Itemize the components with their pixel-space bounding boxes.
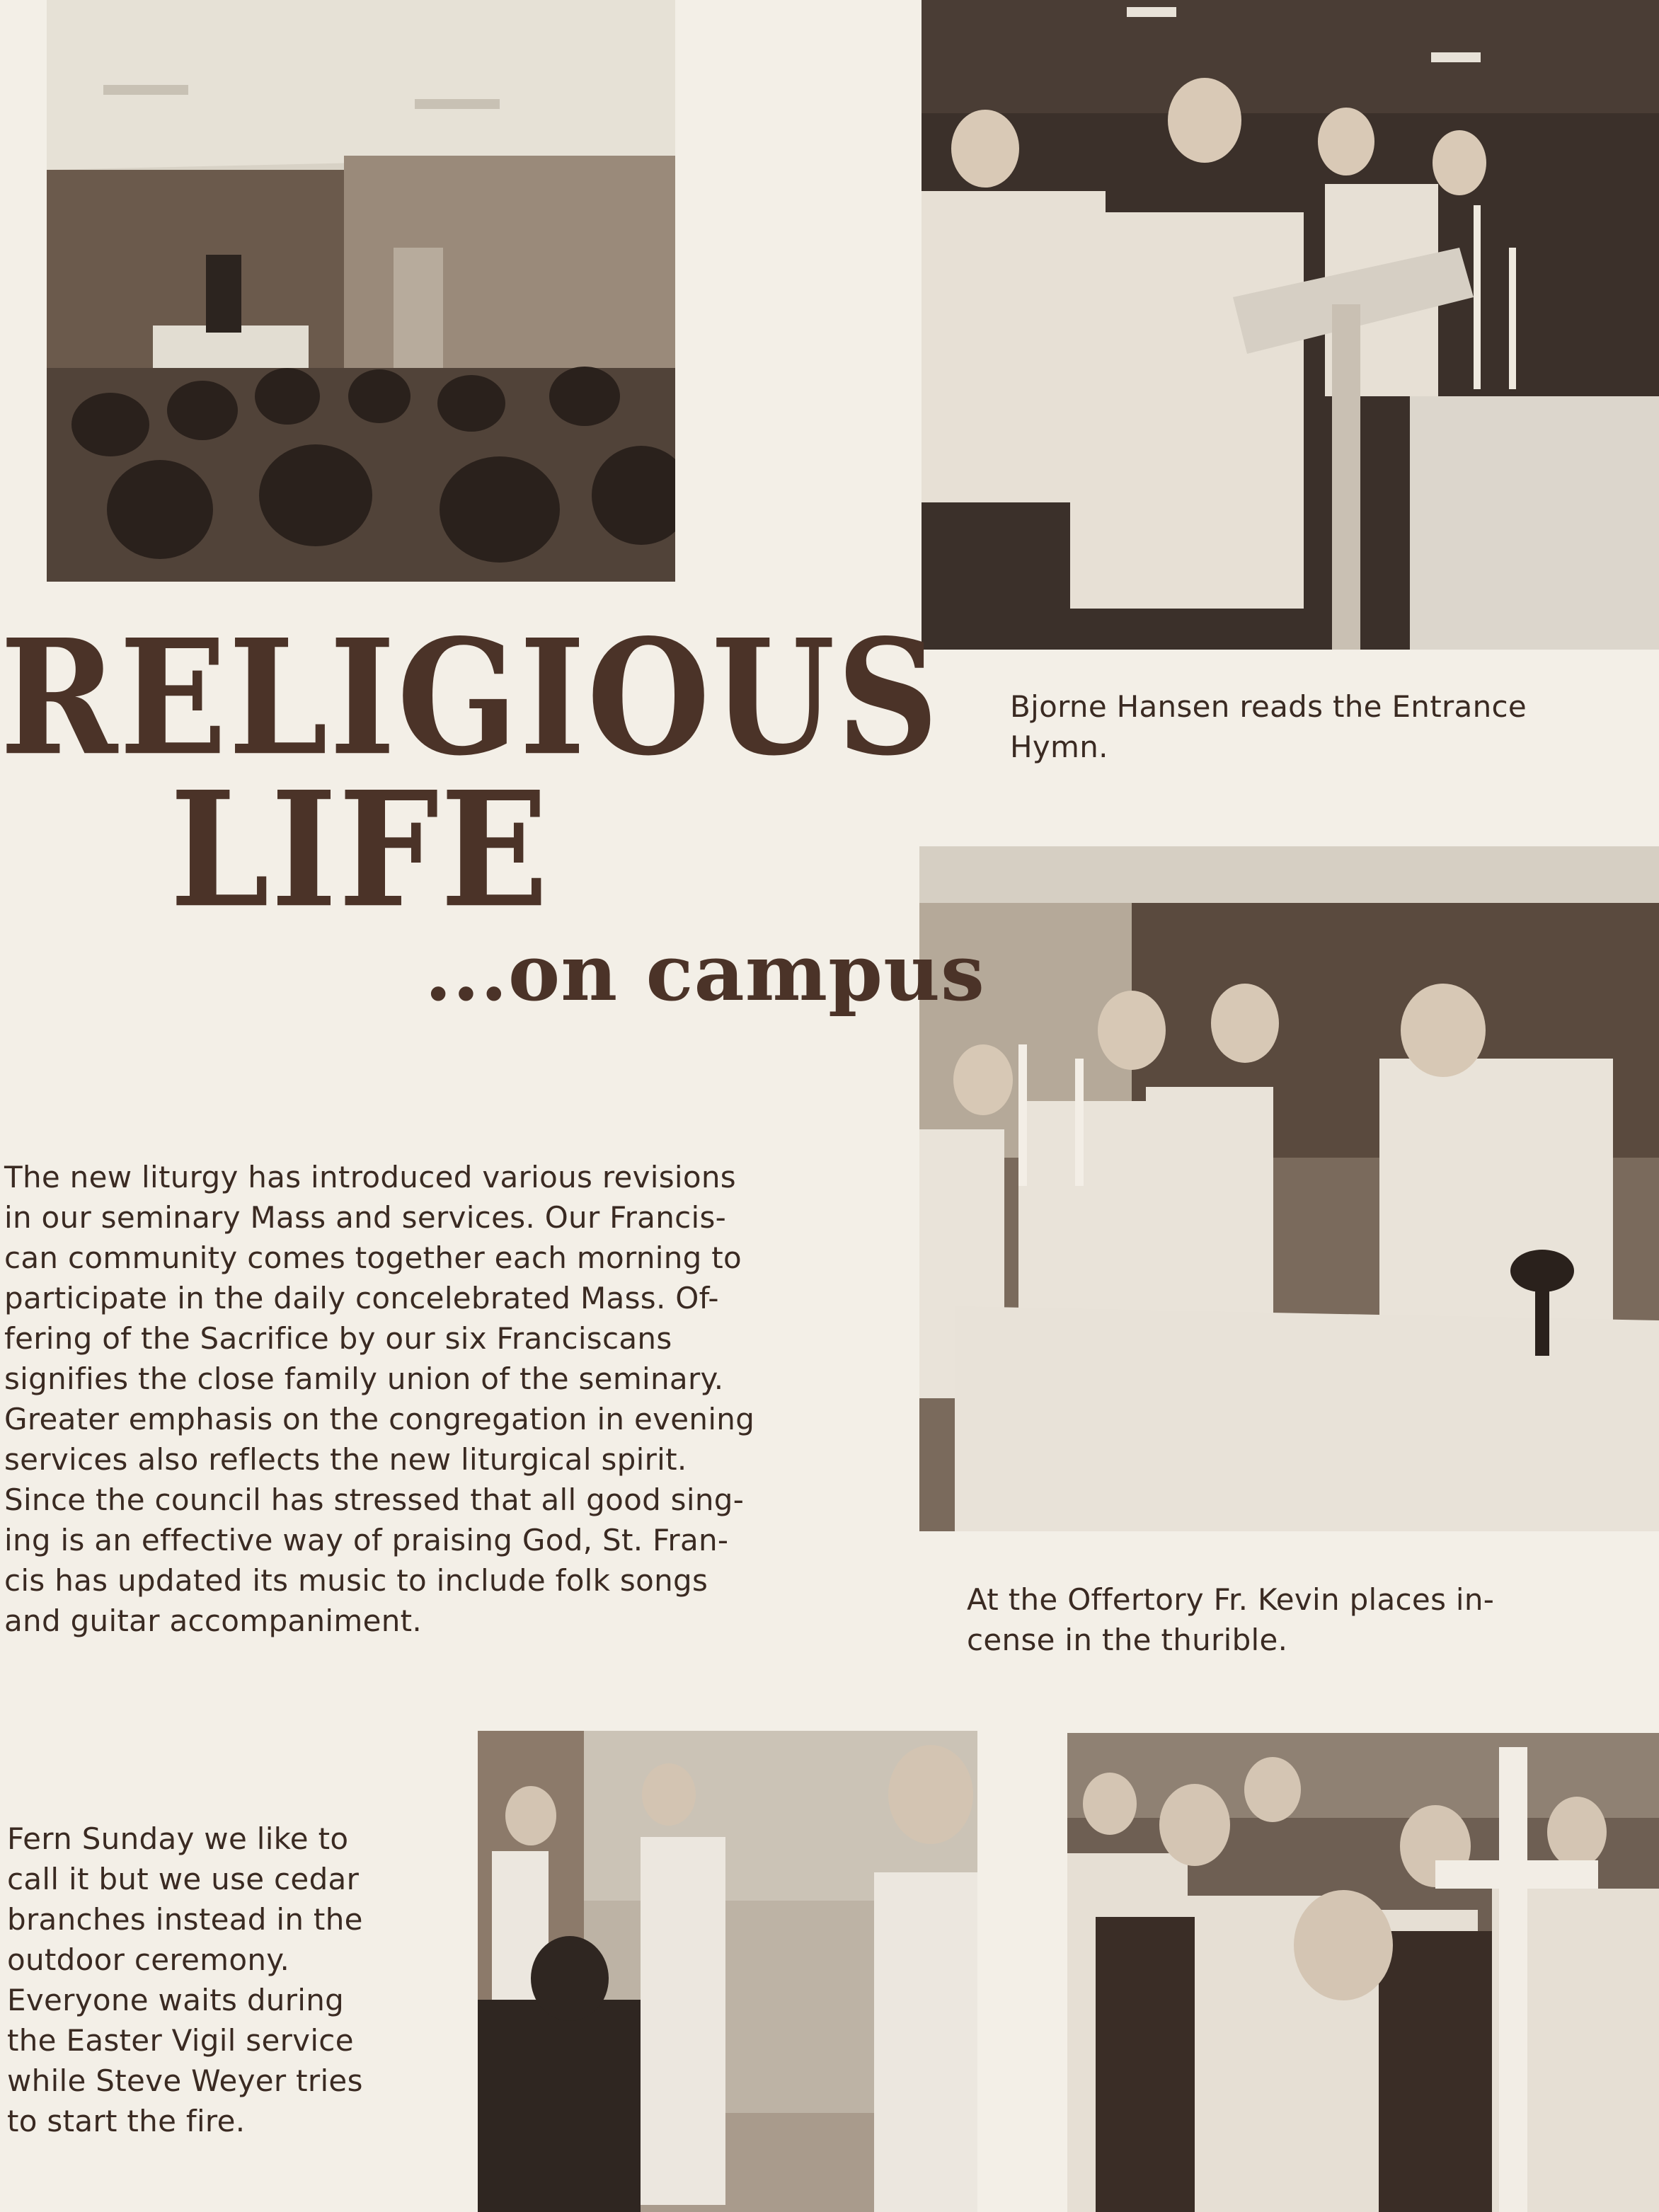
body-line: can community comes together each morning to [4, 1240, 742, 1275]
caption-offertory [967, 1579, 1494, 1660]
body-line: Greater emphasis on the congregation in evening [4, 1402, 755, 1436]
caption-line: At the Offertory Fr. Kevin places in- [967, 1582, 1495, 1617]
caption-line: Everyone waits during [7, 1983, 345, 2017]
photo-offertory [919, 846, 1659, 1531]
body-line: signifies the close family union of the seminary. [4, 1361, 724, 1396]
body-paragraph [4, 1157, 754, 1641]
caption-line: call it but we use cedar [7, 1862, 360, 1896]
caption-line: branches instead in the [7, 1902, 363, 1937]
caption-line: Hymn. [1010, 730, 1108, 764]
photo-procession-cross [1067, 1733, 1659, 2212]
headline-on-campus: ...on campus [425, 927, 985, 1018]
caption-reading [1010, 686, 1527, 767]
body-line: participate in the daily concelebrated Mass. Of- [4, 1281, 719, 1315]
body-line: cis has updated its music to include folk songs [4, 1563, 708, 1598]
caption-line: to start the fire. [7, 2104, 246, 2138]
body-line: fering of the Sacrifice by our six Franciscans [4, 1321, 672, 1356]
caption-line: the Easter Vigil service [7, 2023, 354, 2058]
caption-line: Bjorne Hansen reads the Entrance [1010, 689, 1527, 724]
body-line: and guitar accompaniment. [4, 1603, 423, 1638]
photo-outdoor-ceremony [478, 1731, 977, 2212]
caption-line: while Steve Weyer tries [7, 2063, 363, 2098]
caption-fern-sunday [7, 1819, 363, 2141]
body-line: The new liturgy has introduced various revisions [4, 1160, 736, 1194]
headline-life: LIFE [170, 756, 550, 944]
photo-chapel-congregation [47, 0, 675, 582]
body-line: Since the council has stressed that all good sing- [4, 1482, 745, 1517]
headline-religious: RELIGIOUS [0, 604, 941, 792]
body-line: services also reflects the new liturgical spirit. [4, 1442, 687, 1477]
body-line: ing is an effective way of praising God, St. Fran- [4, 1523, 729, 1557]
caption-line: Fern Sunday we like to [7, 1821, 349, 1856]
caption-line: outdoor ceremony. [7, 1942, 290, 1977]
caption-line: cense in the thurible. [967, 1623, 1288, 1657]
body-line: in our seminary Mass and services. Our Francis- [4, 1200, 727, 1235]
photo-reading-hymn [922, 0, 1659, 650]
